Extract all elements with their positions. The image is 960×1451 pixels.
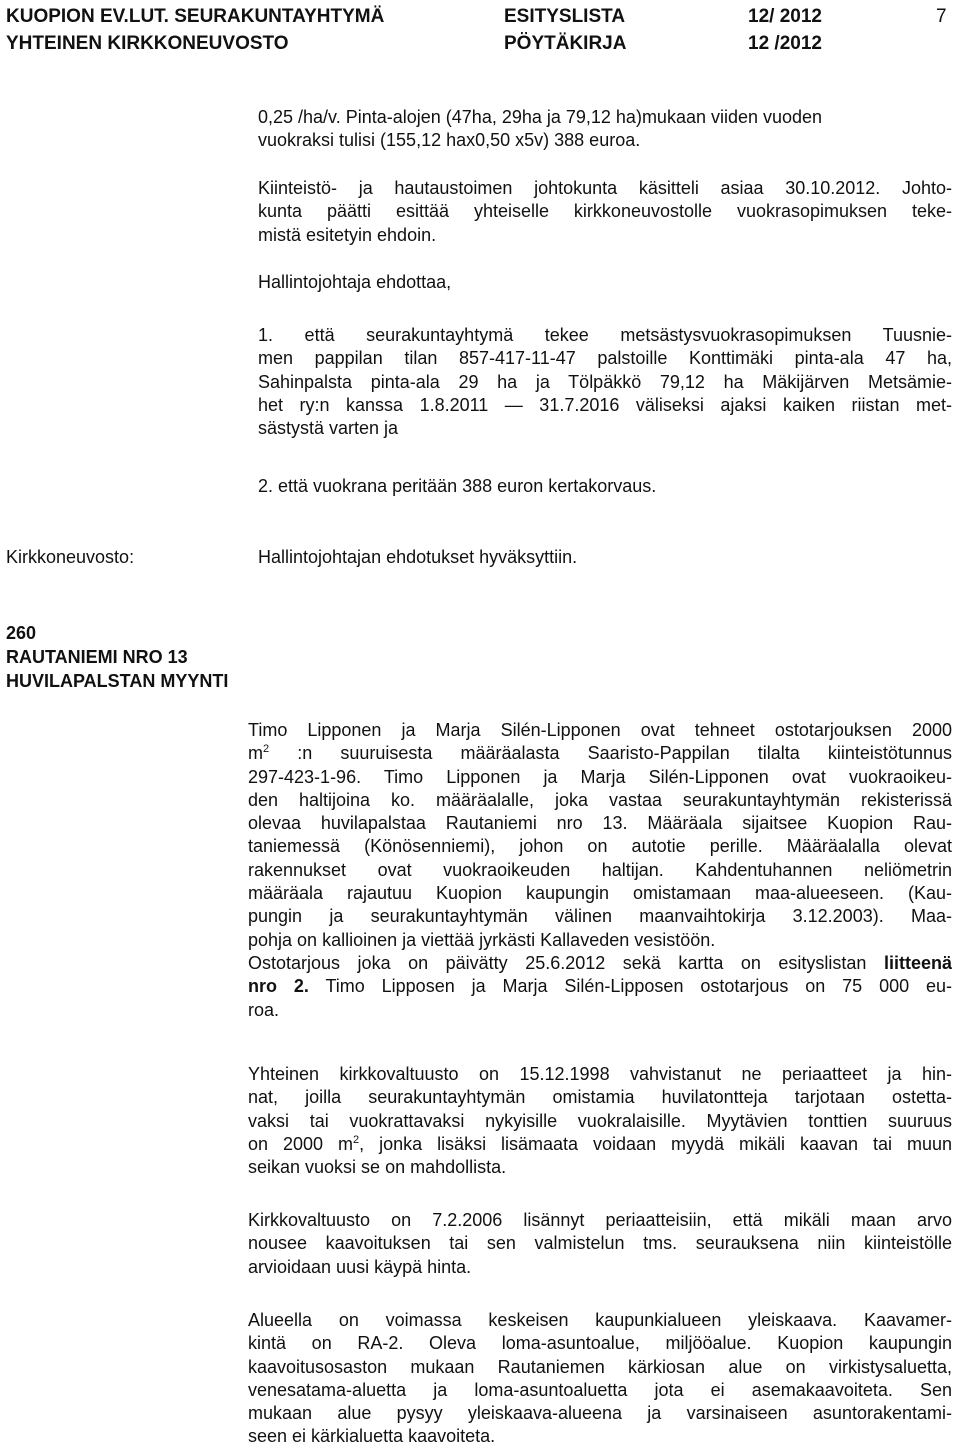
text-line: kunta päätti esittää yhteiselle kirkkoneuvostolle vuokrasopimuksen teke- bbox=[258, 201, 952, 222]
text-line: nousee kaavoituksen tai sen valmistelun tms. seurauksena niin kiinteistölle bbox=[248, 1233, 952, 1254]
agenda-number: 12/ 2012 bbox=[748, 6, 822, 27]
page-number: 7 bbox=[936, 6, 947, 27]
council-name: YHTEINEN KIRKKONEUVOSTO bbox=[6, 33, 289, 54]
text-line: men pappilan tilan 857-417-11-47 palstoille Konttimäki pinta-ala 47 ha, bbox=[258, 348, 952, 369]
text-line: rakennukset ovat vuokraoikeuden haltijan. Kahdentuhannen neliömetrin bbox=[248, 859, 952, 880]
text-line: seen ei kärkialuetta kaavoiteta. bbox=[248, 1426, 496, 1447]
text-line: mistä esitetyin ehdoin. bbox=[258, 224, 437, 245]
text-line: on 2000 $m^2$, jonka lisäksi lisämaata voidaan myydä mikäli kaavan tai muun bbox=[248, 1133, 952, 1154]
text-line: mukaan alue pysyy yleiskaava-alueena ja varsinaiseen asuntorakentami- bbox=[248, 1403, 952, 1424]
text-line: 0,25 /ha/v. Pinta-alojen (47ha, 29ha ja 79,12 ha)mukaan viiden vuoden bbox=[258, 107, 823, 127]
text-line: Kirkkovaltuusto on 7.2.2006 lisännyt periaatteisiin, että mikäli maan arvo bbox=[248, 1210, 952, 1230]
decision-text: Hallintojohtajan ehdotukset hyväksyttiin. bbox=[258, 547, 578, 567]
text-line: pungin ja seurakuntayhtymän välinen maanvaihtokirja 3.12.2003). Maa- bbox=[248, 906, 952, 927]
text-line: 1. että seurakuntayhtymä tekee metsästysvuokrasopimuksen Tuusnie- bbox=[258, 325, 952, 345]
text-line: Alueella on voimassa keskeisen kaupunkialueen yleiskaava. Kaavamer- bbox=[248, 1310, 952, 1330]
text-line: venesatama-aluetta ja loma-asuntoaluetta jota ei asemakaavoiteta. Sen bbox=[248, 1379, 952, 1400]
section-paragraph-4 bbox=[248, 1309, 952, 1449]
text-line: $m^2$ :n suuruisesta määräalasta Saaristo-Pappilan tilalta kiinteistötunnus bbox=[248, 743, 952, 764]
text-line: Kiinteistö- ja hautaustoimen johtokunta käsitteli asiaa 30.10.2012. Johto- bbox=[258, 178, 952, 198]
text-line: het ry:n kanssa 1.8.2011 — 31.7.2016 väliseksi ajaksi kaiken riistan met- bbox=[258, 394, 952, 415]
text-line: Ostotarjous joka on päivätty 25.6.2012 sekä kartta on esityslistan liitteenä bbox=[248, 952, 952, 973]
section-title-1: RAUTANIEMI NRO 13 bbox=[6, 647, 188, 667]
decision-label: Kirkkoneuvosto: bbox=[6, 547, 135, 567]
text-line: pohja on kallioinen ja viettää jyrkästi Kallaveden vesistöön. bbox=[248, 929, 716, 950]
proposal-item-2: 2. että vuokrana peritään 388 euron kertakorvaus. bbox=[258, 476, 657, 496]
text-line: Timo Lipponen ja Marja Silén-Lipponen ovat tehneet ostotarjouksen 2000 bbox=[248, 720, 952, 740]
text-line: Yhteinen kirkkovaltuusto on 15.12.1998 vahvistanut ne periaatteet ja hin- bbox=[248, 1064, 952, 1084]
section-paragraph-2 bbox=[248, 1063, 952, 1179]
minutes-number: 12 /2012 bbox=[748, 33, 822, 54]
section-title-2: HUVILAPALSTAN MYYNTI bbox=[6, 671, 229, 691]
text-line: kintä on RA-2. Oleva loma-asuntoalue, miljööalue. Kuopion kaupungin bbox=[248, 1333, 952, 1354]
section-paragraph-3 bbox=[248, 1209, 952, 1279]
text-line: olevaa huvilapalstaa Rautaniemi nro 13. Määräala sijaitsee Kuopion Rau- bbox=[248, 813, 952, 834]
section-paragraph-1 bbox=[248, 719, 952, 1022]
text-line: taniemessä (Könösenniemi), johon on autotie perille. Määräalalla olevat bbox=[248, 836, 952, 857]
doc-type-minutes: PÖYTÄKIRJA bbox=[504, 33, 627, 54]
text-line: vaksi tai vuokrattavaksi nykyisille vuokralaisille. Myytävien tonttien suuruus bbox=[248, 1110, 952, 1131]
text-line: arvioidaan uusi käypä hinta. bbox=[248, 1256, 472, 1277]
prev-paragraph-1 bbox=[258, 106, 952, 153]
text-line: 297-423-1-96. Timo Lipponen ja Marja Silén-Lipponen ovat vuokraoikeu- bbox=[248, 766, 952, 787]
section-number: 260 bbox=[6, 623, 37, 643]
prev-paragraph-2 bbox=[258, 177, 952, 247]
proposer-line: Hallintojohtaja ehdottaa, bbox=[258, 272, 452, 292]
text-line: den haltijoina ko. määräalalle, joka vastaa seurakuntayhtymän rekisterissä bbox=[248, 789, 952, 810]
org-name: KUOPION EV.LUT. SEURAKUNTAYHTYMÄ bbox=[6, 6, 385, 27]
text-line: kaavoitusosaston mukaan Rautaniemen kärkiosan alue on virkistysaluetta, bbox=[248, 1356, 952, 1377]
text-line: vuokraksi tulisi (155,12 hax0,50 x5v) 388 euroa. bbox=[258, 130, 641, 151]
text-line: määräala rajautuu Kuopion kaupungin omistamaan maa-alueeseen. (Kau- bbox=[248, 883, 952, 904]
text-line: nro 2. Timo Lipposen ja Marja Silén-Lipposen ostotarjous on 75 000 eu- bbox=[248, 976, 952, 997]
text-line: roa. bbox=[248, 999, 280, 1020]
proposal-item-1 bbox=[258, 324, 952, 440]
text-line: seikan vuoksi se on mahdollista. bbox=[248, 1157, 507, 1178]
text-line: Sahinpalsta pinta-ala 29 ha ja Tölpäkkö 79,12 ha Mäkijärven Metsämie- bbox=[258, 371, 952, 392]
doc-type-agenda: ESITYSLISTA bbox=[504, 6, 626, 27]
text-line: sästystä varten ja bbox=[258, 418, 399, 439]
text-line: nat, joilla seurakuntayhtymän omistamia huvilatontteja tarjotaan ostetta- bbox=[248, 1087, 952, 1108]
